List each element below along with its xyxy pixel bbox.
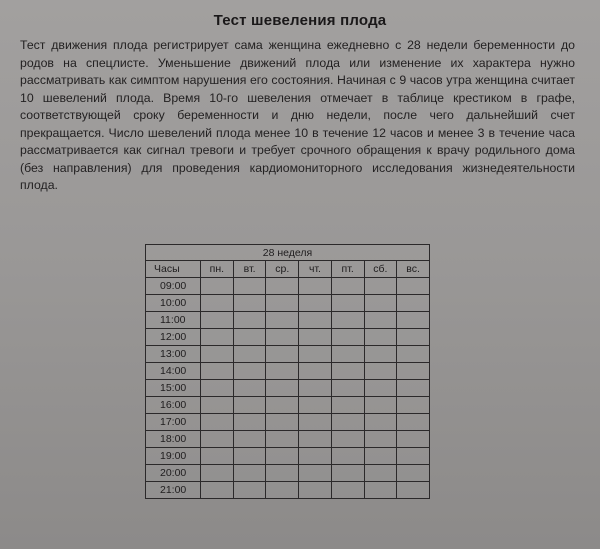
entry-cell[interactable]	[331, 465, 364, 482]
entry-cell[interactable]	[364, 448, 397, 465]
entry-cell[interactable]	[299, 465, 332, 482]
table-row	[146, 448, 430, 465]
entry-cell[interactable]	[233, 278, 266, 295]
day-header: пн.	[201, 261, 234, 278]
entry-cell[interactable]	[233, 431, 266, 448]
day-header: ср.	[266, 261, 299, 278]
day-header: вс.	[397, 261, 430, 278]
entry-cell[interactable]	[299, 448, 332, 465]
entry-cell[interactable]	[397, 465, 430, 482]
entry-cell[interactable]	[201, 380, 234, 397]
entry-cell[interactable]	[331, 278, 364, 295]
entry-cell[interactable]	[364, 295, 397, 312]
entry-cell[interactable]	[201, 414, 234, 431]
entry-cell[interactable]	[201, 312, 234, 329]
day-header: вт.	[233, 261, 266, 278]
time-cell: 16:00	[146, 397, 201, 414]
entry-cell[interactable]	[201, 448, 234, 465]
entry-cell[interactable]	[331, 346, 364, 363]
entry-cell[interactable]	[233, 397, 266, 414]
time-cell: 14:00	[146, 363, 201, 380]
entry-cell[interactable]	[233, 414, 266, 431]
entry-cell[interactable]	[299, 278, 332, 295]
entry-cell[interactable]	[397, 414, 430, 431]
entry-cell[interactable]	[364, 380, 397, 397]
table-body	[146, 278, 430, 499]
entry-cell[interactable]	[299, 414, 332, 431]
entry-cell[interactable]	[331, 397, 364, 414]
entry-cell[interactable]	[364, 278, 397, 295]
time-cell: 11:00	[146, 312, 201, 329]
entry-cell[interactable]	[299, 346, 332, 363]
entry-cell[interactable]	[364, 312, 397, 329]
entry-cell[interactable]	[201, 397, 234, 414]
entry-cell[interactable]	[397, 431, 430, 448]
entry-cell[interactable]	[266, 312, 299, 329]
time-cell: 21:00	[146, 482, 201, 499]
entry-cell[interactable]	[266, 431, 299, 448]
entry-cell[interactable]	[331, 448, 364, 465]
entry-cell[interactable]	[397, 346, 430, 363]
entry-cell[interactable]	[299, 312, 332, 329]
entry-cell[interactable]	[364, 346, 397, 363]
entry-cell[interactable]	[266, 278, 299, 295]
entry-cell[interactable]	[331, 329, 364, 346]
entry-cell[interactable]	[266, 346, 299, 363]
table-row	[146, 363, 430, 380]
time-cell: 13:00	[146, 346, 201, 363]
entry-cell[interactable]	[266, 414, 299, 431]
entry-cell[interactable]	[397, 295, 430, 312]
entry-cell[interactable]	[201, 363, 234, 380]
entry-cell[interactable]	[364, 397, 397, 414]
entry-cell[interactable]	[299, 431, 332, 448]
entry-cell[interactable]	[397, 380, 430, 397]
entry-cell[interactable]	[201, 278, 234, 295]
entry-cell[interactable]	[364, 414, 397, 431]
entry-cell[interactable]	[233, 312, 266, 329]
table-row	[146, 482, 430, 499]
table-row	[146, 295, 430, 312]
entry-cell[interactable]	[331, 295, 364, 312]
entry-cell[interactable]	[266, 482, 299, 499]
entry-cell[interactable]	[299, 295, 332, 312]
entry-cell[interactable]	[233, 363, 266, 380]
time-cell: 09:00	[146, 278, 201, 295]
entry-cell[interactable]	[266, 397, 299, 414]
entry-cell[interactable]	[201, 329, 234, 346]
entry-cell[interactable]	[364, 363, 397, 380]
time-cell: 15:00	[146, 380, 201, 397]
table-row	[146, 329, 430, 346]
entry-cell[interactable]	[266, 465, 299, 482]
entry-cell[interactable]	[201, 295, 234, 312]
entry-cell[interactable]	[233, 380, 266, 397]
week-row	[146, 245, 430, 261]
entry-cell[interactable]	[233, 329, 266, 346]
entry-cell[interactable]	[331, 414, 364, 431]
day-header: сб.	[364, 261, 397, 278]
day-header: чт.	[299, 261, 332, 278]
entry-cell[interactable]	[299, 380, 332, 397]
entry-cell[interactable]	[397, 278, 430, 295]
entry-cell[interactable]	[331, 312, 364, 329]
entry-cell[interactable]	[266, 329, 299, 346]
entry-cell[interactable]	[299, 363, 332, 380]
entry-cell[interactable]	[364, 329, 397, 346]
entry-cell[interactable]	[364, 431, 397, 448]
entry-cell[interactable]	[233, 295, 266, 312]
entry-cell[interactable]	[397, 329, 430, 346]
entry-cell[interactable]	[266, 295, 299, 312]
entry-cell[interactable]	[201, 465, 234, 482]
entry-cell[interactable]	[397, 363, 430, 380]
entry-cell[interactable]	[331, 431, 364, 448]
header-row	[146, 261, 430, 278]
entry-cell[interactable]	[331, 482, 364, 499]
fetal-movement-table-container	[145, 244, 430, 499]
day-header: пт.	[331, 261, 364, 278]
table-row	[146, 465, 430, 482]
week-label: 28 неделя	[146, 245, 430, 261]
entry-cell[interactable]	[266, 448, 299, 465]
entry-cell[interactable]	[331, 363, 364, 380]
entry-cell[interactable]	[397, 397, 430, 414]
time-cell: 18:00	[146, 431, 201, 448]
entry-cell[interactable]	[299, 397, 332, 414]
entry-cell[interactable]	[299, 482, 332, 499]
hours-header: Часы	[146, 261, 201, 278]
table-row	[146, 380, 430, 397]
entry-cell[interactable]	[266, 363, 299, 380]
time-cell: 17:00	[146, 414, 201, 431]
entry-cell[interactable]	[364, 465, 397, 482]
time-cell: 20:00	[146, 465, 201, 482]
entry-cell[interactable]	[233, 346, 266, 363]
entry-cell[interactable]	[364, 482, 397, 499]
page-title: Тест шевеления плода	[213, 12, 387, 29]
table-row	[146, 278, 430, 295]
entry-cell[interactable]	[201, 482, 234, 499]
table-row	[146, 397, 430, 414]
table-row	[146, 312, 430, 329]
table-row	[146, 431, 430, 448]
table-row	[146, 414, 430, 431]
time-cell: 10:00	[146, 295, 201, 312]
entry-cell[interactable]	[299, 329, 332, 346]
entry-cell[interactable]	[331, 380, 364, 397]
entry-cell[interactable]	[266, 380, 299, 397]
time-cell: 12:00	[146, 329, 201, 346]
time-cell: 19:00	[146, 448, 201, 465]
entry-cell[interactable]	[233, 482, 266, 499]
entry-cell[interactable]	[233, 448, 266, 465]
table-row	[146, 346, 430, 363]
entry-cell[interactable]	[397, 312, 430, 329]
entry-cell[interactable]	[201, 346, 234, 363]
entry-cell[interactable]	[201, 431, 234, 448]
entry-cell[interactable]	[233, 465, 266, 482]
fetal-movement-table	[145, 244, 430, 499]
instruction-paragraph: Тест движения плода регистрирует сама женщина ежедневно с 28 недели беременности до родов на спецлисте. Уменьшение движений плода или изменение их характера нужно рассматривать как симптом нарушения его состояния. Начиная с 9 часов утра женщина считает 10 шевелений плода. Время 10-го шевеления отмечает в таблице крестиком в графе, соответствующей сроку беременности и дню недели, после чего дальнейший счет прекращается. Число шевелений плода менее 10 в течение 12 часов и менее 3 в течение часа рассматривается как сигнал тревоги и требует срочного обращения к врачу родильного дома (без направления) для проведения кардиомониторного исследования жизнедеятельности плода.	[20, 38, 575, 192]
entry-cell[interactable]	[397, 482, 430, 499]
entry-cell[interactable]	[397, 448, 430, 465]
